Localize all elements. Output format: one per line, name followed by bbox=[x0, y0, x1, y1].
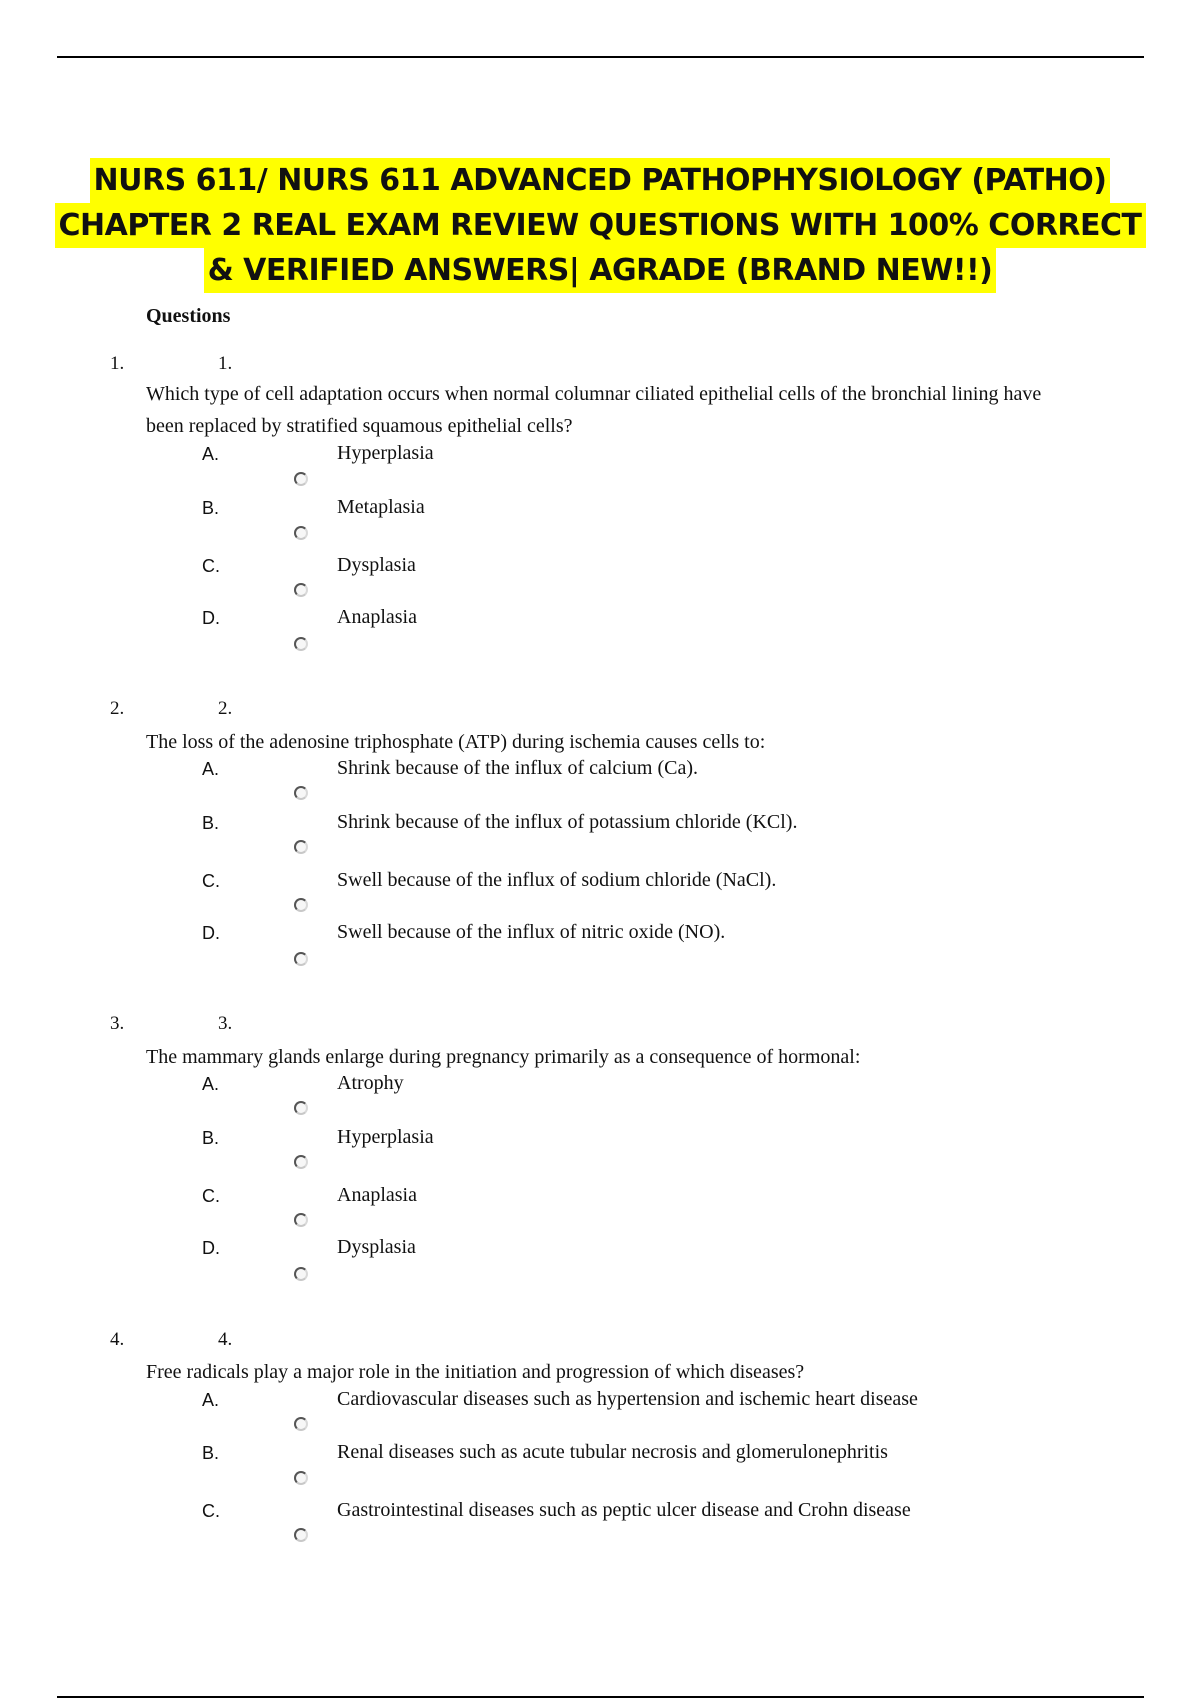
option-c-radio[interactable] bbox=[294, 583, 308, 597]
option-letter: B. bbox=[202, 813, 220, 833]
option-text: Shrink because of the influx of calcium (Ca). bbox=[337, 757, 698, 779]
question-sub-number: 3. bbox=[218, 1013, 233, 1034]
option-letter: B. bbox=[202, 498, 220, 518]
option-b-radio[interactable] bbox=[294, 526, 308, 540]
question-number: 1. bbox=[110, 353, 125, 374]
option-text: Swell because of the influx of nitric oxide (NO). bbox=[337, 921, 726, 943]
option-letter: C. bbox=[202, 871, 220, 891]
question-text: Which type of cell adaptation occurs when normal columnar ciliated epithelial cells of the bronchial lining have been replaced by stratified squamous epithelial cells? bbox=[146, 383, 1042, 437]
question-sub-number: 1. bbox=[218, 353, 233, 374]
question-sub-number: 2. bbox=[218, 698, 233, 719]
option-letter: D. bbox=[202, 608, 220, 628]
option-a-radio[interactable] bbox=[294, 1417, 308, 1431]
option-letter: C. bbox=[202, 1186, 220, 1206]
option-letter: A. bbox=[202, 759, 220, 779]
option-text: Shrink because of the influx of potassium chloride (KCl). bbox=[337, 811, 798, 833]
option-letter: A. bbox=[202, 1074, 220, 1094]
bottom-rule bbox=[57, 1696, 1144, 1698]
question-text: Free radicals play a major role in the initiation and progression of which diseases? bbox=[146, 1361, 805, 1383]
option-text: Gastrointestinal diseases such as peptic ulcer disease and Crohn disease bbox=[337, 1499, 911, 1521]
top-rule bbox=[57, 56, 1144, 58]
option-text: Renal diseases such as acute tubular necrosis and glomerulonephritis bbox=[337, 1441, 888, 1463]
option-c-radio[interactable] bbox=[294, 1213, 308, 1227]
option-text: Dysplasia bbox=[337, 1236, 416, 1258]
option-text: Dysplasia bbox=[337, 554, 416, 576]
option-letter: A. bbox=[202, 1390, 220, 1410]
option-letter: A. bbox=[202, 444, 220, 464]
option-a-radio[interactable] bbox=[294, 472, 308, 486]
option-a-radio[interactable] bbox=[294, 786, 308, 800]
option-text: Anaplasia bbox=[337, 606, 417, 628]
option-b-radio[interactable] bbox=[294, 840, 308, 854]
option-text: Hyperplasia bbox=[337, 1126, 434, 1148]
option-d-radio[interactable] bbox=[294, 1267, 308, 1281]
question-number: 2. bbox=[110, 698, 125, 719]
option-c-radio[interactable] bbox=[294, 898, 308, 912]
title-line-3: & VERIFIED ANSWERS| AGRADE (BRAND NEW!!) bbox=[204, 248, 997, 293]
question-sub-number: 4. bbox=[218, 1329, 233, 1350]
option-letter: C. bbox=[202, 1501, 220, 1521]
option-text: Anaplasia bbox=[337, 1184, 417, 1206]
option-d-radio[interactable] bbox=[294, 952, 308, 966]
option-text: Atrophy bbox=[337, 1072, 404, 1094]
option-text: Cardiovascular diseases such as hypertension and ischemic heart disease bbox=[337, 1388, 918, 1410]
option-letter: B. bbox=[202, 1443, 220, 1463]
option-text: Hyperplasia bbox=[337, 442, 434, 464]
option-a-radio[interactable] bbox=[294, 1101, 308, 1115]
question-number: 4. bbox=[110, 1329, 125, 1350]
option-b-radio[interactable] bbox=[294, 1155, 308, 1169]
option-text: Swell because of the influx of sodium chloride (NaCl). bbox=[337, 869, 777, 891]
section-heading: Questions bbox=[146, 305, 231, 327]
option-letter: D. bbox=[202, 923, 220, 943]
option-text: Metaplasia bbox=[337, 496, 425, 518]
option-letter: B. bbox=[202, 1128, 220, 1148]
option-letter: D. bbox=[202, 1238, 220, 1258]
option-b-radio[interactable] bbox=[294, 1471, 308, 1485]
question-text: The loss of the adenosine triphosphate (ATP) during ischemia causes cells to: bbox=[146, 731, 766, 753]
document-title bbox=[0, 158, 1200, 293]
title-line-1: NURS 611/ NURS 611 ADVANCED PATHOPHYSIOLOGY (PATHO) bbox=[90, 158, 1111, 203]
title-line-2: CHAPTER 2 REAL EXAM REVIEW QUESTIONS WITH 100% CORRECT bbox=[55, 203, 1146, 248]
option-d-radio[interactable] bbox=[294, 637, 308, 651]
question-number: 3. bbox=[110, 1013, 125, 1034]
question-text: The mammary glands enlarge during pregnancy primarily as a consequence of hormonal: bbox=[146, 1046, 861, 1068]
option-letter: C. bbox=[202, 556, 220, 576]
option-c-radio[interactable] bbox=[294, 1528, 308, 1542]
